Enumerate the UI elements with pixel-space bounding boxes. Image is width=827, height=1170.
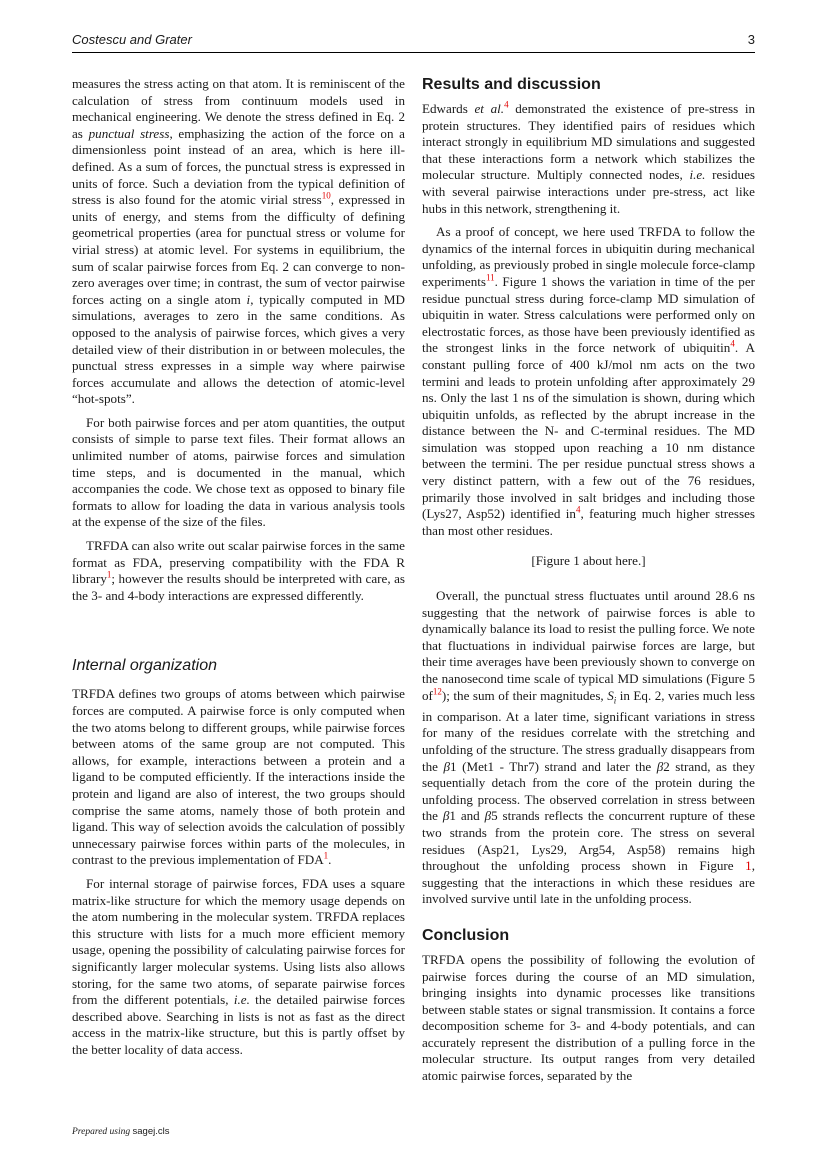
citation-link[interactable]: 10	[321, 190, 331, 201]
footer-prefix: Prepared using	[72, 1127, 133, 1137]
emphasis: i.e.	[689, 167, 706, 183]
paragraph: TRFDA can also write out scalar pairwise forces in the same format as FDA, preserving compatibility with the FDA R library$^1$; however the results should be interpreted with care, as the 3- and 4-body interactions are expressed differently.	[72, 538, 405, 603]
paragraph: As a proof of concept, we here used TRFDA to follow the dynamics of the internal forces in ubiquitin during mechanical unfolding, as previously probed in single molecule force-clamp experiments$^{11}$. Figure 1 shows the variation in time of the per residue punctual stress during force-clamp MD simulation of ubiquitin in water. Stress calculations were performed only on electrostatic forces, as those have been previously identified as the strongest links in the force network of ubiquitin$^4$. A constant pulling force of 400 kJ/mol nm acts on the two termini and leads to protein unfolding after approximately 29 ns. Only the last 1 ns of the simulation is shown, during which ubiquitin unfolds, as reflected by the abrupt increase in the distance between the N- and C-terminal residues. The MD simulation was stopped upon reaching a 10 nm distance between the termini. The per residue punctual stress shows a very distinct pattern, with a few out of the 76 residues, primarily those involved in salt bridges and including those (Lys27, Asp52) identified in$^4$, featuring much higher stresses than most other residues.	[422, 224, 756, 538]
citation-link[interactable]: 11	[486, 272, 495, 283]
figure-placeholder: [Figure 1 about here.]	[531, 553, 646, 569]
footer	[72, 1126, 169, 1137]
left-column	[72, 76, 405, 1065]
citation-link[interactable]: 4	[504, 99, 509, 110]
math-symbol: β	[656, 758, 664, 774]
emphasis: et al.	[474, 101, 505, 116]
math-symbol: β	[443, 758, 451, 774]
math-symbol: β	[484, 808, 492, 824]
paragraph: Overall, the punctual stress fluctuates until around 28.6 ns suggesting that the network of pairwise forces is able to dynamically balance its load to resist the pulling force. We note that fluctuations in individual pairwise forces are large, but their time averages have been previously shown to converge on the nanosecond time scale of typical MD simulations (Figure 5 of$^{12}$); the sum of their magnitudes, $S_i$ in Eq. 2, varies much less in comparison. At a later time, significant variations in stress for many of the residues correlate with the stretching and unfolding of the structure. The stress gradually disappears from the β1 (Met1 - Thr7) strand and later the β2 strand, as they sequentially detach from the core of the protein during the unfolding process. The observed correlation in stress between the β1 and β5 strands reflects the concurrent rupture of these two strands from the protein core. The stress on several residues (Asp21, Lys29, Arg54, Asp58) remains high throughout the unfolding process shown in Figure 1, suggesting that the interactions in which these residues are involved survive until late in the unfolding process.	[422, 588, 756, 907]
citation-link[interactable]: 4	[575, 504, 581, 515]
paragraph: For internal storage of pairwise forces, FDA uses a square matrix-like structure for which the memory usage depends on the atom numbering in the molecular system. TRFDA replaces this structure with lists for a much more efficient memory usage, opening the possibility of calculating pairwise forces for significantly larger molecular systems. Using lists also allows storing, for the same two atoms, of separate pairwise forces from the different potentials, i.e. the detailed pairwise forces described above. Searching in lists is not as fast as the direct access in the matrix-like structure, but this is partly offset by the better locality of data access.	[72, 875, 405, 1057]
citation-link[interactable]: 1	[106, 569, 112, 580]
page-number: 3	[747, 32, 755, 47]
emphasis: i.e.	[233, 992, 250, 1008]
figure-link[interactable]: 1	[745, 858, 752, 874]
paragraph: measures the stress acting on that atom. It is reminiscent of the calculation of stress from continuum models used in mechanical engineering. We denote the stress defined in Eq. 2 as punctual stress, emphasizing the action of the force on a dimensionless point instead of an area, which is here ill-defined. As a sum of forces, the punctual stress is expressed in units of force. Such a deviation from the typical definition of stress is also found for the atomic virial stress$^{10}$, expressed in units of energy, and stems from the difficulty of defining geometrical properties (area for punctual stress or volume for virial stress) at atomic level. For systems in equilibrium, the sum of scalar pairwise forces from Eq. 2 can converge to non-zero averages over time; in contrast, the sum of vector pairwise forces acting on a single atom i, typically computed in MD simulations, averages to zero in the same conditions. As opposed to the analysis of pairwise forces, which gives a very detailed view of their distribution in or between molecules, the punctual stress expresses in a simple way where pairwise forces accumulate and allows the detection of atomic-level “hot-spots”.	[72, 76, 405, 407]
subsection-title: Internal organization	[72, 657, 217, 675]
paragraph: TRFDA defines two groups of atoms between which pairwise forces are computed. A pairwise force is only computed when the two atoms belong to different groups, while pairwise forces between atoms of the same group are not computed. This allows, for example, interactions between a protein and a ligand to be computed efficiently. If the interactions inside the protein and ligand are also of interest, the two groups should comprise the same atoms, namely those of both protein and ligand. This way of selection avoids the calculation of possibly unnecessary pairwise forces within parts of the molecules, in contrast to the previous implementation of FDA$^1$.	[72, 686, 405, 868]
running-header-authors: Costescu and Grater	[72, 32, 192, 47]
paragraph: For both pairwise forces and per atom quantities, the output consists of simple to parse text files. Their format allows an unlimited number of atoms, pairwise forces and simulation time steps, and is documented in the manual, which accompanies the code. We chose text as opposed to binary file formats to allow for loading the data in various analysis tools at the expense of the size of the files.	[72, 414, 405, 530]
paragraph: TRFDA opens the possibility of following the evolution of pairwise forces during the course of an MD simulation, bringing insights into dynamic processes like transitions between stable states or signal transmission. It contains a force decomposition scheme for 3- and 4-body potentials, and can accurately represent the distribution of a pulling force in the molecular structure. Its output ranges from very detailed atomic pairwise forces, separated by the	[422, 951, 755, 1084]
section-title: Results and discussion	[422, 76, 601, 93]
footer-class-name: sagej.cls	[132, 1126, 170, 1137]
section-title: Conclusion	[422, 926, 510, 944]
math-variable: S	[607, 687, 614, 703]
math-variable: i	[246, 291, 251, 307]
citation-link[interactable]: 1	[323, 850, 329, 861]
right-column	[422, 75, 755, 1092]
math-subscript: i	[613, 695, 617, 706]
citation-link[interactable]: 12	[432, 686, 442, 697]
emphasis: punctual stress	[88, 125, 170, 141]
running-header	[72, 30, 755, 53]
math-symbol: β	[442, 808, 450, 824]
citation-link[interactable]: 4	[730, 338, 735, 349]
paragraph: Edwards et al.$^4$ demonstrated the existence of pre-stress in protein structures. They identified pairs of residues which interact strongly in equilibrium MD simulations and suggested that these interactions form a network which stabilizes the molecular structure. Multiply connected nodes, i.e. residues with several pairwise interactions under pre-stress, act like hubs in this network, strengthening it.	[422, 99, 756, 216]
